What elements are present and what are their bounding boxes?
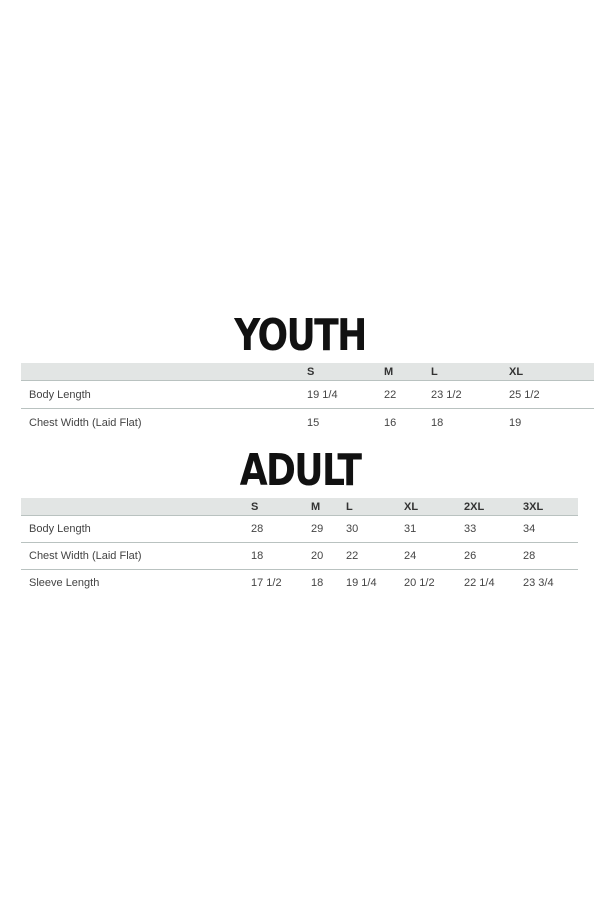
adult-size-table xyxy=(21,498,578,596)
column-header-m: M xyxy=(311,498,346,516)
row-label: Chest Width (Laid Flat) xyxy=(21,543,251,570)
table-cell: 22 1/4 xyxy=(464,577,495,589)
table-cell: 33 xyxy=(464,516,523,543)
table-row xyxy=(21,516,578,543)
table-cell: 31 xyxy=(404,516,464,543)
table-cell: 20 1/2 xyxy=(404,577,435,589)
table-cell: 25 1/2 xyxy=(509,381,594,409)
youth-size-table xyxy=(21,363,594,436)
column-header-m: M xyxy=(384,363,431,381)
table-cell: 24 xyxy=(404,543,464,570)
column-header-xl: XL xyxy=(509,363,594,381)
table-row xyxy=(21,543,578,570)
table-cell: 26 xyxy=(464,543,523,570)
table-header-row xyxy=(21,363,594,381)
table-cell: 34 xyxy=(523,516,578,543)
table-row xyxy=(21,570,578,597)
row-label: Chest Width (Laid Flat) xyxy=(29,416,142,429)
table-cell: 19 1/4 xyxy=(346,577,377,589)
adult-title: ADULT xyxy=(239,445,361,496)
column-header-l: L xyxy=(346,498,404,516)
column-header-s: S xyxy=(251,498,311,516)
table-cell: 30 xyxy=(346,516,404,543)
table-cell: 19 1/4 xyxy=(307,381,384,409)
table-row xyxy=(21,409,594,437)
table-row xyxy=(21,381,594,409)
table-cell: 18 xyxy=(251,543,311,570)
table-header-row xyxy=(21,498,578,516)
column-header-l: L xyxy=(431,363,509,381)
table-cell: 22 xyxy=(346,543,404,570)
column-header-xl: XL xyxy=(404,498,464,516)
table-cell: 18 xyxy=(431,416,444,429)
table-cell: 20 xyxy=(311,543,346,570)
table-cell: 23 1/2 xyxy=(431,381,509,409)
column-header xyxy=(21,363,307,381)
table-cell: 22 xyxy=(384,381,431,409)
table-cell: 28 xyxy=(523,543,578,570)
table-cell: 29 xyxy=(311,516,346,543)
row-label: Body Length xyxy=(21,381,307,409)
table-cell: 16 xyxy=(384,416,397,429)
row-label: Sleeve Length xyxy=(29,577,100,589)
column-header-2xl: 2XL xyxy=(464,498,523,516)
column-header-3xl: 3XL xyxy=(523,498,578,516)
table-cell: 19 xyxy=(509,416,522,429)
table-cell: 28 xyxy=(251,516,311,543)
table-cell: 17 1/2 xyxy=(251,577,282,589)
table-cell: 15 xyxy=(307,416,320,429)
row-label: Body Length xyxy=(21,516,251,543)
table-cell: 23 3/4 xyxy=(523,577,554,589)
youth-title: YOUTH xyxy=(234,310,366,361)
column-header-s: S xyxy=(307,363,384,381)
column-header xyxy=(21,498,251,516)
table-cell: 18 xyxy=(311,577,324,589)
